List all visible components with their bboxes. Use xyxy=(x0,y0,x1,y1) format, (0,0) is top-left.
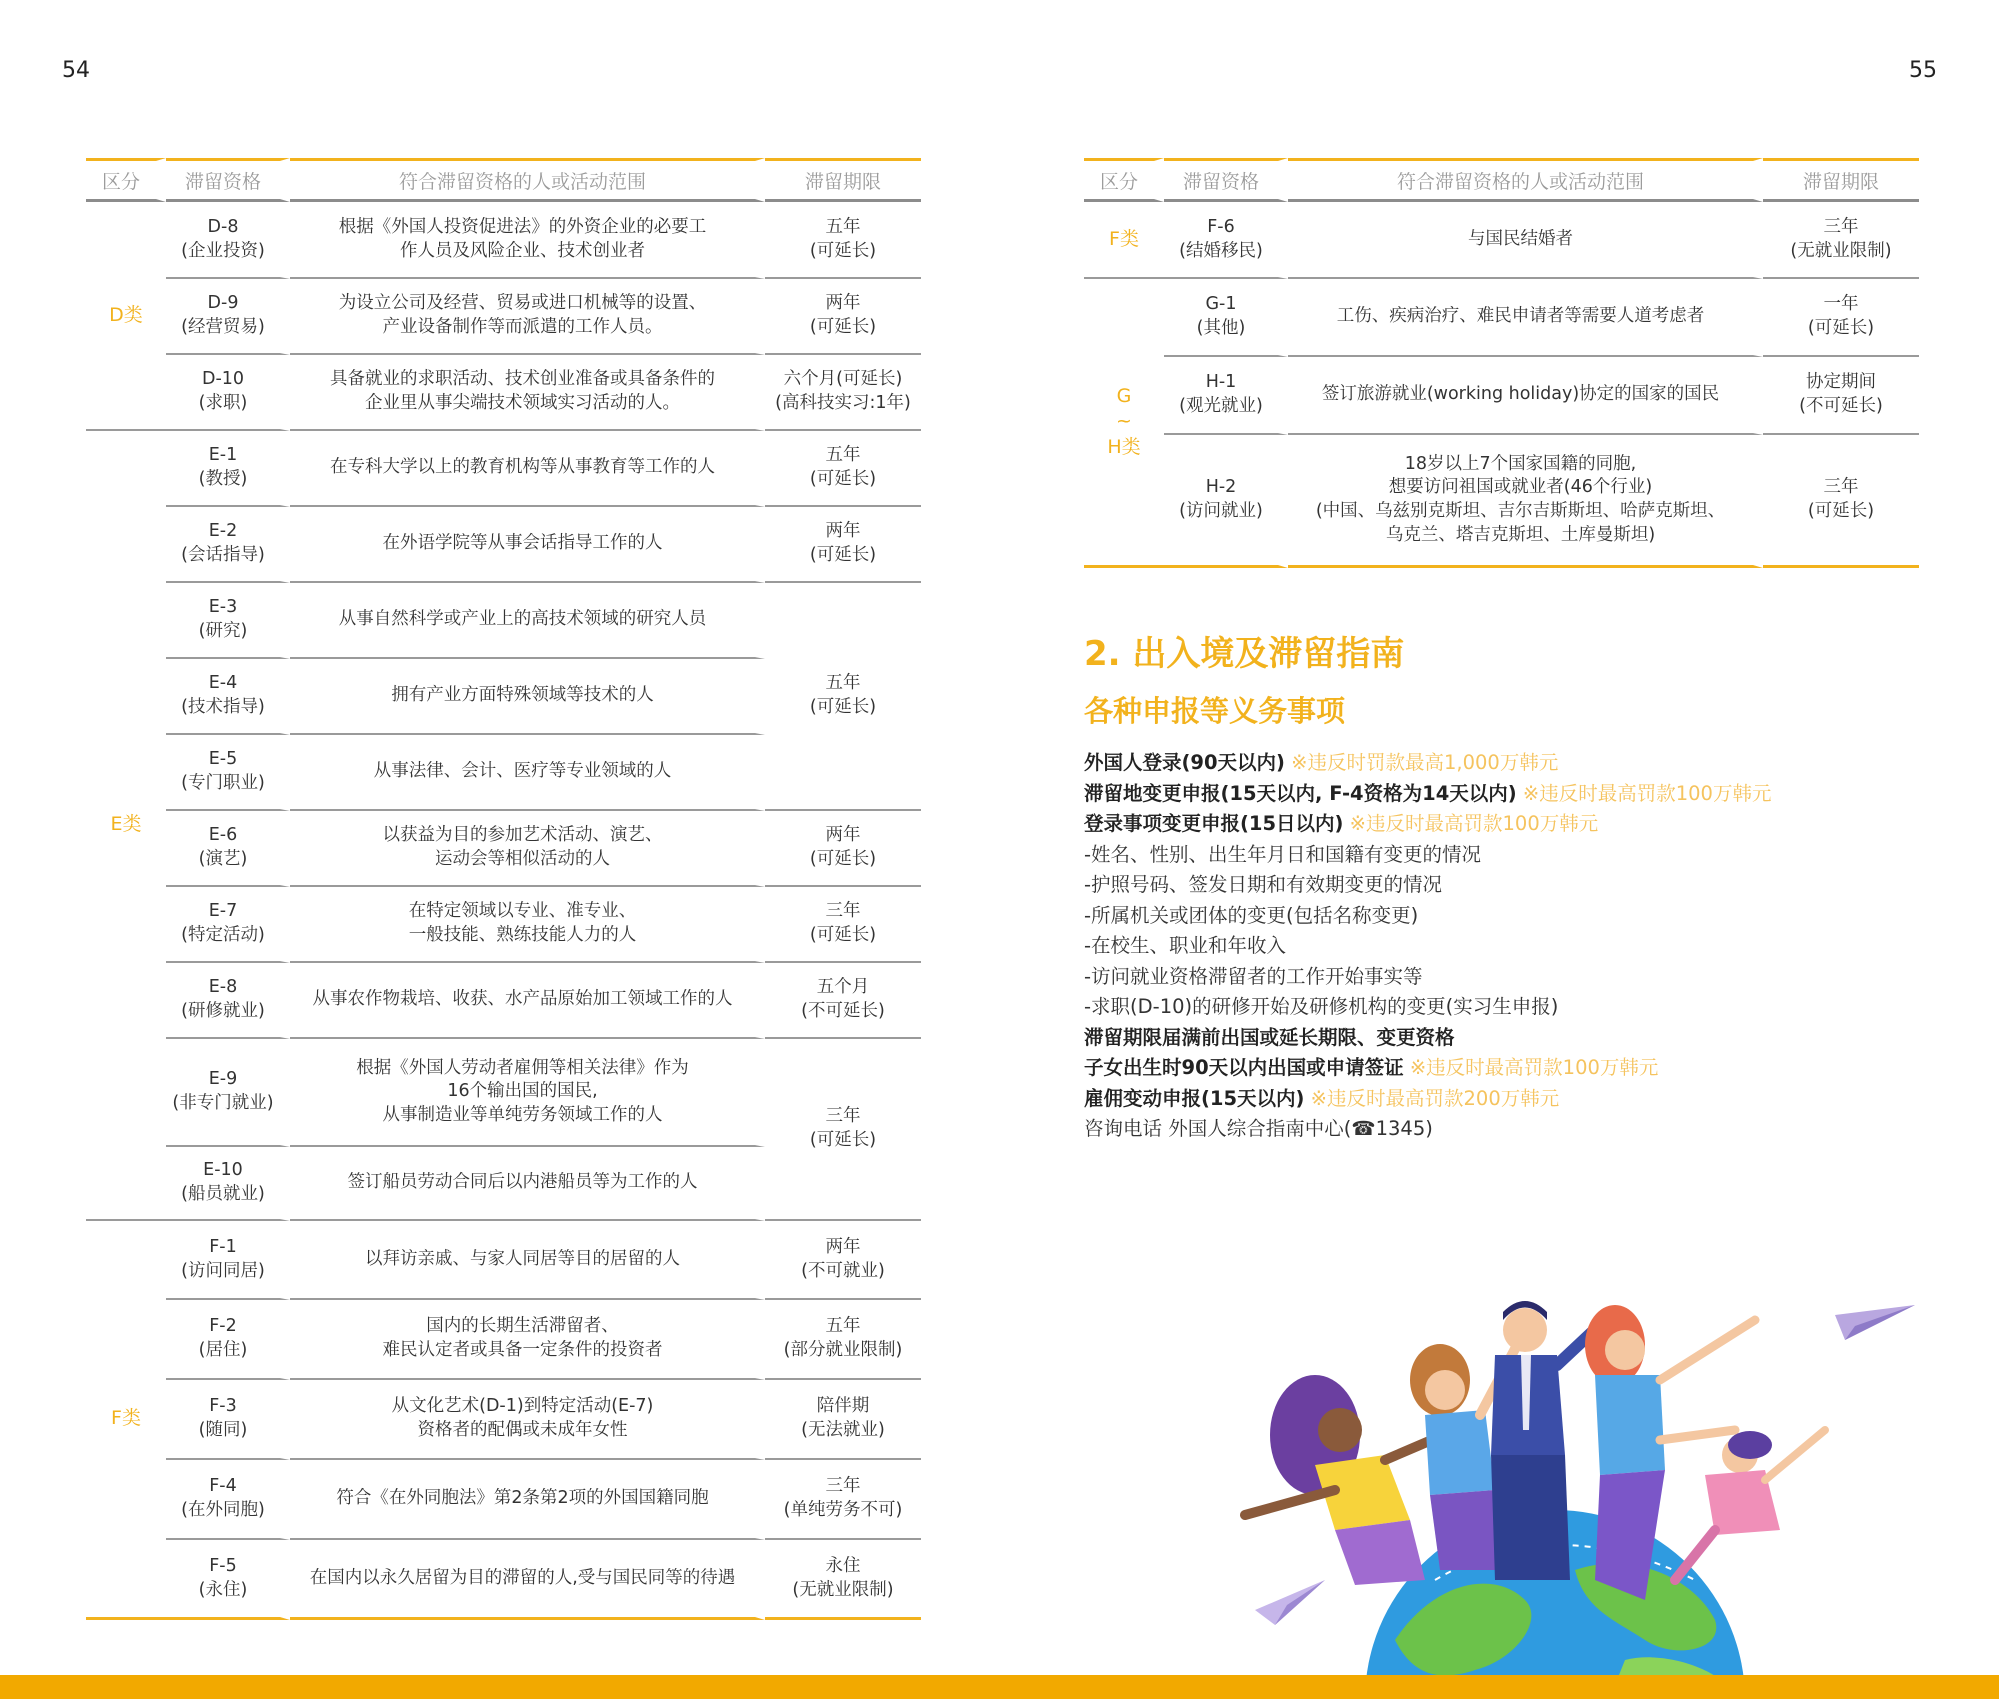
status-code: D-10 (求职) xyxy=(166,355,290,431)
status-code: F-2 (居住) xyxy=(166,1300,290,1380)
table-row xyxy=(86,811,921,887)
table-header-row xyxy=(1084,158,1919,202)
status-code: E-7 (特定活动) xyxy=(166,887,290,963)
scope-text: 从事农作物栽培、收获、水产品原始加工领域工作的人 xyxy=(290,963,765,1039)
visa-table-left xyxy=(86,158,921,1620)
table-row xyxy=(86,431,921,507)
person-figure xyxy=(1675,1430,1825,1580)
guide-line: -所属机关或团体的变更(包括名称变更) xyxy=(1084,903,1419,927)
status-code: H-2 (访问就业) xyxy=(1164,435,1288,568)
guide-line: -在校生、职业和年收入 xyxy=(1084,934,1287,957)
scope-text: 在外语学院等从事会话指导工作的人 xyxy=(290,507,765,583)
guide-line: 外国人登录(90天以内) ※违反时罚款最高1,000万韩元 xyxy=(1084,751,1559,774)
header-category: 区分 xyxy=(86,158,166,202)
status-code: F-5 (永住) xyxy=(166,1540,290,1620)
scope-text: 从事法律、会计、医疗等专业领域的人 xyxy=(290,735,765,811)
period-text: 六个月(可延长) (高科技实习:1年) xyxy=(765,355,921,431)
scope-text: 与国民结婚者 xyxy=(1288,202,1763,279)
status-code: E-6 (演艺) xyxy=(166,811,290,887)
status-code: E-3 (研究) xyxy=(166,583,290,659)
guide-line: -护照号码、签发日期和有效期变更的情况 xyxy=(1084,873,1443,896)
guide-line: 滞留地变更申报(15天以内, F-4资格为14天以内) ※违反时最高罚款100万韩元 xyxy=(1084,781,1772,805)
status-code: E-4 (技术指导) xyxy=(166,659,290,735)
scope-text: 签订船员劳动合同后以内港船员等为工作的人 xyxy=(290,1147,765,1221)
status-code: D-8 (企业投资) xyxy=(166,202,290,279)
section-subtitle: 各种申报等义务事项 xyxy=(1084,694,1346,728)
scope-text: 工伤、疾病治疗、难民申请者等需要人道考虑者 xyxy=(1288,279,1763,357)
period-text: 五个月 (不可延长) xyxy=(765,963,921,1039)
table-row xyxy=(86,1300,921,1380)
status-code: E-5 (专门职业) xyxy=(166,735,290,811)
period-text: 五年 (部分就业限制) xyxy=(765,1300,921,1380)
header-scope: 符合滞留资格的人或活动范围 xyxy=(1288,158,1763,202)
status-code: D-9 (经营贸易) xyxy=(166,279,290,355)
category-label: F类 xyxy=(1084,202,1164,279)
header-period: 滞留期限 xyxy=(1763,158,1919,202)
scope-text: 以获益为目的参加艺术活动、演艺、 运动会等相似活动的人 xyxy=(290,811,765,887)
header-status: 滞留资格 xyxy=(1164,158,1288,202)
period-text: 永住 (无就业限制) xyxy=(765,1540,921,1620)
header-scope: 符合滞留资格的人或活动范围 xyxy=(290,158,765,202)
period-text: 五年 (可延长) xyxy=(765,431,921,507)
table-row xyxy=(86,963,921,1039)
footer-bar xyxy=(0,1675,1999,1699)
status-code: E-8 (研修就业) xyxy=(166,963,290,1039)
period-text: 三年 (可延长) xyxy=(765,1039,921,1221)
table-row xyxy=(86,1460,921,1540)
table-row xyxy=(86,507,921,583)
scope-text: 具备就业的求职活动、技术创业准备或具备条件的 企业里从事尖端技术领域实习活动的人。 xyxy=(290,355,765,431)
guide-line: -访问就业资格滞留者的工作开始事实等 xyxy=(1084,964,1423,988)
category-label: D类 xyxy=(86,202,166,431)
guide-line: 咨询电话 外国人综合指南中心(☎1345) xyxy=(1084,1117,1433,1140)
table-row xyxy=(1084,435,1919,568)
guide-line: -姓名、性别、出生年月日和国籍有变更的情况 xyxy=(1084,842,1482,866)
status-code: E-1 (教授) xyxy=(166,431,290,507)
scope-text: 从文化艺术(D-1)到特定活动(E-7) 资格者的配偶或未成年女性 xyxy=(290,1380,765,1460)
page-number-left: 54 xyxy=(62,58,90,83)
header-period: 滞留期限 xyxy=(765,158,921,202)
scope-text: 在特定领域以专业、准专业、 一般技能、熟练技能人力的人 xyxy=(290,887,765,963)
table-row xyxy=(1084,357,1919,435)
table-row xyxy=(86,1380,921,1460)
period-text: 五年 (可延长) xyxy=(765,583,921,811)
status-code: F-3 (随同) xyxy=(166,1380,290,1460)
period-text: 两年 (不可就业) xyxy=(765,1221,921,1300)
status-code: G-1 (其他) xyxy=(1164,279,1288,357)
scope-text: 以拜访亲戚、与家人同居等目的居留的人 xyxy=(290,1221,765,1300)
guide-line: 子女出生时90天以内出国或申请签证 ※违反时最高罚款100万韩元 xyxy=(1084,1056,1659,1079)
section-title: 2. 出入境及滞留指南 xyxy=(1084,634,1405,674)
visa-table-right xyxy=(1084,158,1919,568)
page-number-right: 55 xyxy=(1909,58,1937,83)
table-row xyxy=(86,1039,921,1147)
header-status: 滞留资格 xyxy=(166,158,290,202)
period-text: 五年 (可延长) xyxy=(765,202,921,279)
scope-text: 拥有产业方面特殊领域等技术的人 xyxy=(290,659,765,735)
status-code: H-1 (观光就业) xyxy=(1164,357,1288,435)
period-text: 两年 (可延长) xyxy=(765,811,921,887)
guide-line: 雇佣变动申报(15天以内) ※违反时最高罚款200万韩元 xyxy=(1084,1086,1560,1110)
period-text: 三年 (无就业限制) xyxy=(1763,202,1919,279)
period-text: 协定期间 (不可延长) xyxy=(1763,357,1919,435)
people-on-globe-illustration xyxy=(1195,1280,1955,1685)
period-text: 两年 (可延长) xyxy=(765,507,921,583)
table-row xyxy=(86,887,921,963)
period-text: 三年 (可延长) xyxy=(1763,435,1919,568)
table-row xyxy=(86,355,921,431)
scope-text: 从事自然科学或产业上的高技术领域的研究人员 xyxy=(290,583,765,659)
guide-line: -求职(D-10)的研修开始及研修机构的变更(实习生申报) xyxy=(1084,995,1559,1018)
status-code: F-6 (结婚移民) xyxy=(1164,202,1288,279)
period-text: 三年 (单纯劳务不可) xyxy=(765,1460,921,1540)
table-row xyxy=(86,1540,921,1620)
paper-plane-icon xyxy=(1255,1580,1325,1625)
guide-line: 滞留期限届满前出国或延长期限、变更资格 xyxy=(1084,1025,1455,1049)
scope-text: 为设立公司及经营、贸易或进口机械等的设置、 产业设备制作等而派遣的工作人员。 xyxy=(290,279,765,355)
status-code: F-1 (访问同居) xyxy=(166,1221,290,1300)
category-label: F类 xyxy=(86,1221,166,1620)
table-header-row xyxy=(86,158,921,202)
header-category: 区分 xyxy=(1084,158,1164,202)
scope-text: 国内的长期生活滞留者、 难民认定者或具备一定条件的投资者 xyxy=(290,1300,765,1380)
table-row xyxy=(1084,202,1919,279)
scope-text: 根据《外国人劳动者雇佣等相关法律》作为 16个输出国的国民, 从事制造业等单纯劳务领域工作的人 xyxy=(290,1039,765,1147)
status-code: E-9 (非专门就业) xyxy=(166,1039,290,1147)
category-label: G ~ H类 xyxy=(1084,279,1164,568)
table-row xyxy=(86,1221,921,1300)
table-row xyxy=(1084,279,1919,357)
scope-text: 根据《外国人投资促进法》的外资企业的必要工 作人员及风险企业、技术创业者 xyxy=(290,202,765,279)
scope-text: 在专科大学以上的教育机构等从事教育等工作的人 xyxy=(290,431,765,507)
period-text: 陪伴期 (无法就业) xyxy=(765,1380,921,1460)
period-text: 两年 (可延长) xyxy=(765,279,921,355)
status-code: E-2 (会话指导) xyxy=(166,507,290,583)
entry-stay-guide xyxy=(1084,626,1944,1145)
table-row xyxy=(86,202,921,279)
table-row xyxy=(86,279,921,355)
paper-plane-icon xyxy=(1835,1305,1915,1340)
scope-text: 18岁以上7个国家国籍的同胞, 想要访问祖国或就业者(46个行业) (中国、乌兹别克斯坦、吉尔吉斯斯坦、哈萨克斯坦、 乌克兰、塔吉克斯坦、土库曼斯坦) xyxy=(1288,435,1763,568)
scope-text: 在国内以永久居留为目的滞留的人,受与国民同等的待遇 xyxy=(290,1540,765,1620)
category-label: E类 xyxy=(86,431,166,1221)
status-code: F-4 (在外同胞) xyxy=(166,1460,290,1540)
period-text: 三年 (可延长) xyxy=(765,887,921,963)
status-code: E-10 (船员就业) xyxy=(166,1147,290,1221)
guide-line: 登录事项变更申报(15日以内) ※违反时最高罚款100万韩元 xyxy=(1084,812,1599,835)
scope-text: 签订旅游就业(working holiday)协定的国家的国民 xyxy=(1288,357,1763,435)
table-row xyxy=(86,583,921,659)
period-text: 一年 (可延长) xyxy=(1763,279,1919,357)
scope-text: 符合《在外同胞法》第2条第2项的外国国籍同胞 xyxy=(290,1460,765,1540)
